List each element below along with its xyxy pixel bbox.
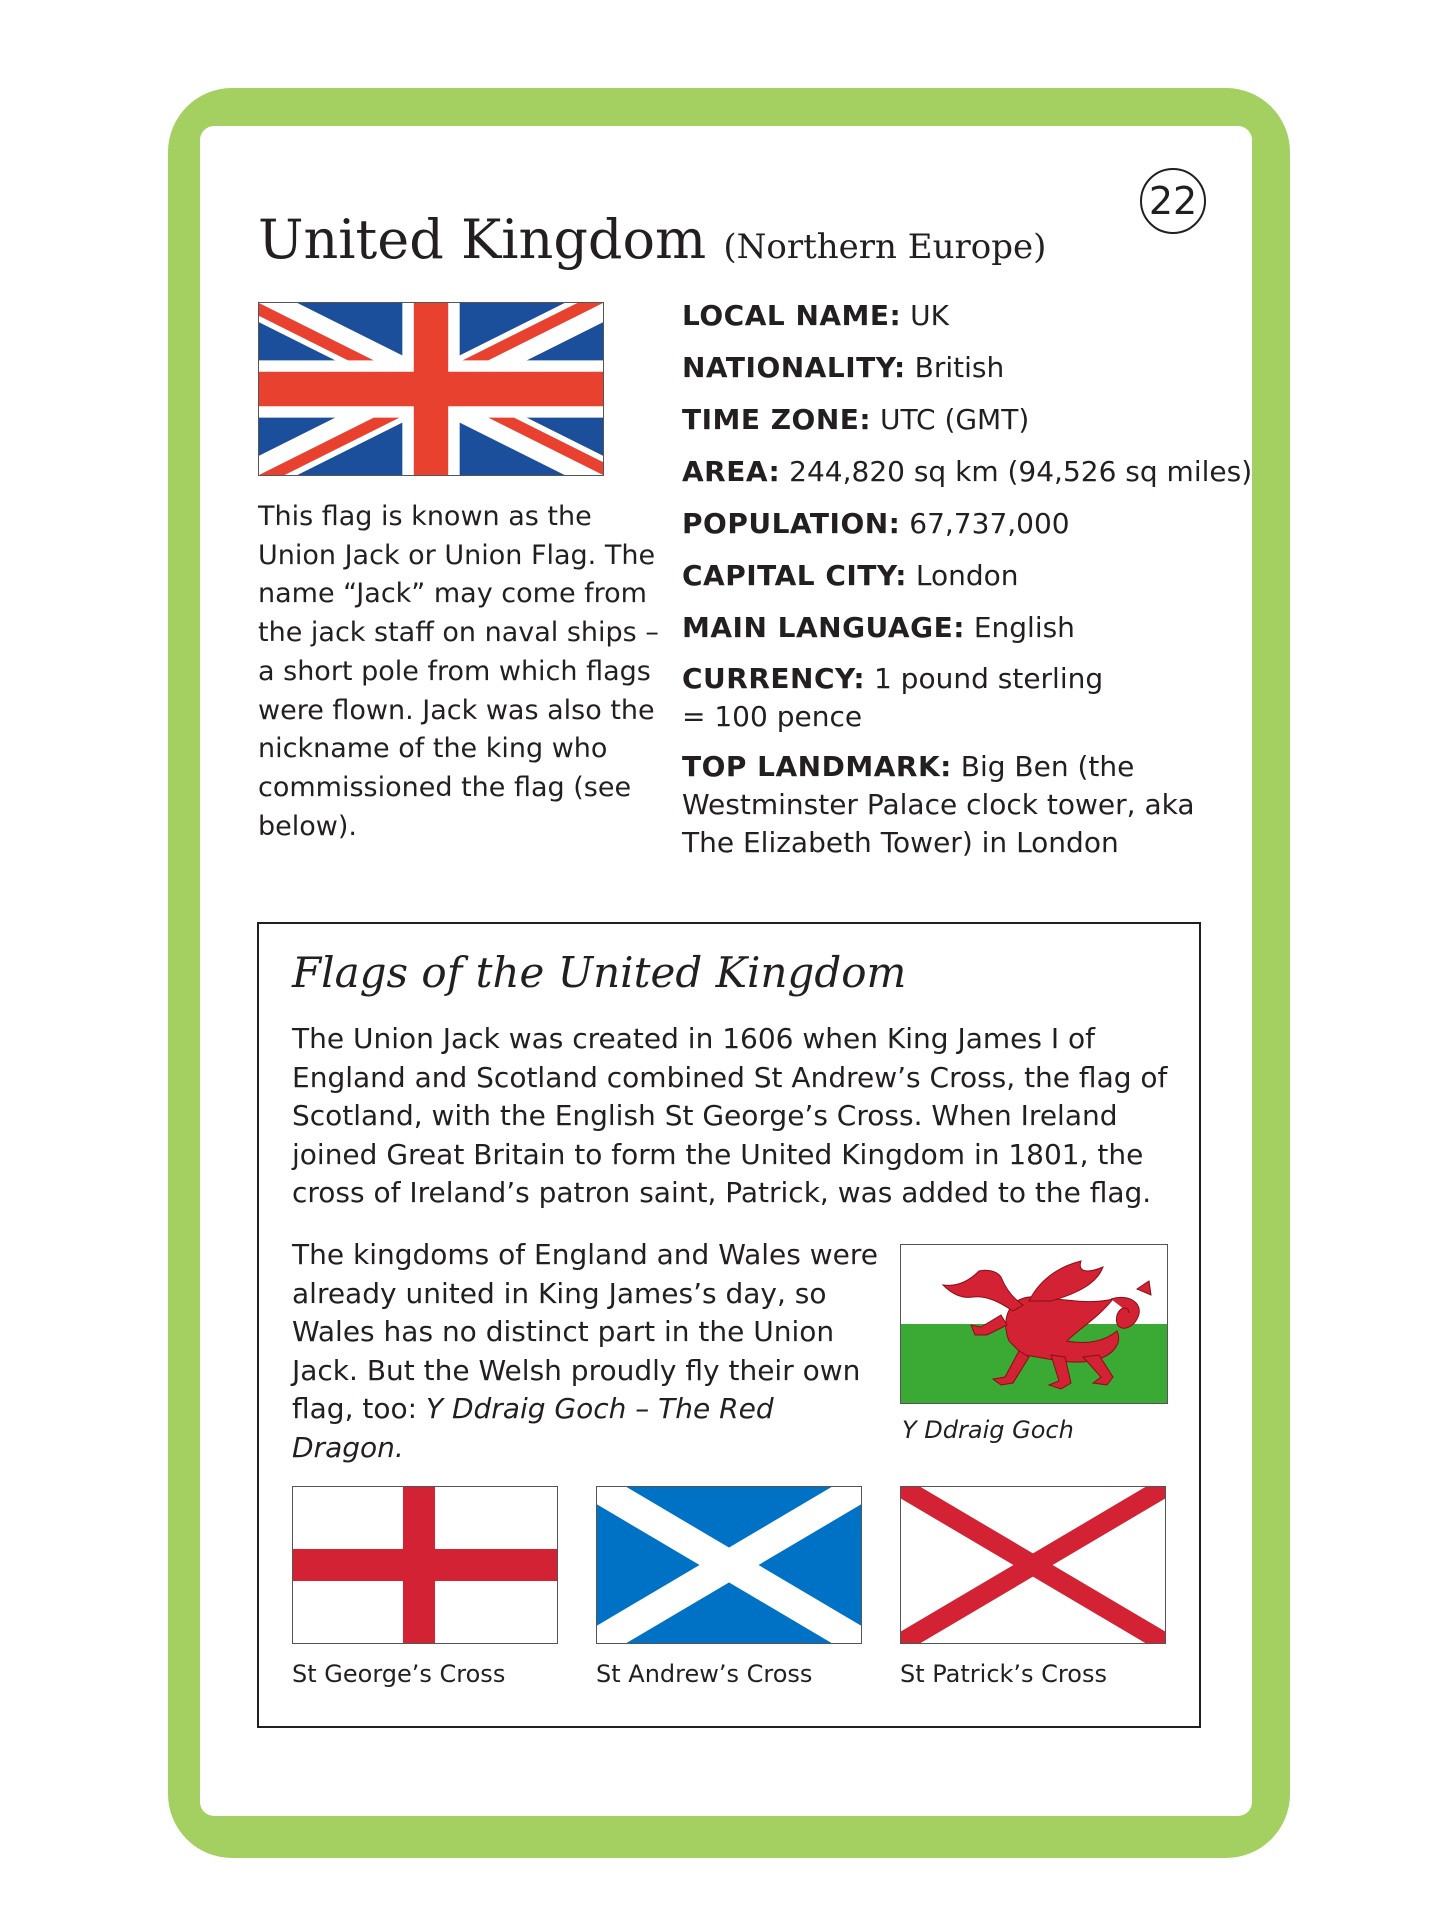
fact-top-landmark	[682, 748, 1212, 862]
fact-population	[682, 504, 1222, 544]
union-jack-flag	[258, 302, 604, 476]
fact-value: UK	[910, 299, 950, 332]
page-number-badge: 22	[1140, 168, 1206, 234]
fact-label: TOP LANDMARK:	[682, 750, 952, 783]
fact-label: LOCAL NAME:	[682, 299, 902, 332]
fact-value: UTC (GMT)	[880, 403, 1030, 436]
welsh-dragon-flag	[900, 1244, 1168, 1404]
fact-label: AREA:	[682, 455, 781, 488]
st-patricks-cross-caption: St Patrick’s Cross	[900, 1660, 1107, 1688]
region-label: (Northern Europe)	[723, 227, 1047, 267]
fact-label: CURRENCY:	[682, 662, 866, 695]
st-georges-cross-flag	[292, 1486, 558, 1644]
country-name: United Kingdom	[258, 208, 707, 271]
fact-capital-city	[682, 556, 1222, 596]
fact-value: 1 pound sterling = 100 pence	[682, 662, 1104, 733]
fact-label: NATIONALITY:	[682, 351, 906, 384]
fact-main-language	[682, 608, 1222, 648]
fact-value: English	[973, 611, 1075, 644]
page-title	[258, 208, 1046, 271]
fact-nationality	[682, 348, 1222, 388]
section-title: Flags of the United Kingdom	[292, 948, 907, 997]
fact-value: London	[915, 559, 1019, 592]
fact-value: 67,737,000	[909, 507, 1070, 540]
facts-list	[682, 296, 1253, 874]
st-georges-cross-caption: St George’s Cross	[292, 1660, 506, 1688]
fact-time-zone	[682, 400, 1222, 440]
fact-area	[682, 452, 1253, 492]
wales-flag-caption: Y Ddraig Goch	[902, 1416, 1074, 1444]
fact-label: POPULATION:	[682, 507, 901, 540]
st-andrews-cross-caption: St Andrew’s Cross	[596, 1660, 813, 1688]
flag-description: This flag is known as the Union Jack or Union Flag. The name “Jack” may come from the jack staff on naval ships – a short pole from which flags were flown. Jack was also the nickname of the king who commissioned the flag (see below).	[258, 501, 659, 842]
fact-value: British	[914, 351, 1005, 384]
st-andrews-cross-flag	[596, 1486, 862, 1644]
fact-local-name	[682, 296, 1222, 336]
fact-currency	[682, 660, 1122, 736]
st-patricks-cross-flag	[900, 1486, 1166, 1644]
union-jack-history-paragraph: The Union Jack was created in 1606 when King James I of England and Scotland combined St Andrew’s Cross, the flag of Scotland, with the English St George’s Cross. When Ireland joined Great Britain to form the United Kingdom in 1801, the cross of Ireland’s patron saint, Patrick, was added to the flag.	[292, 1022, 1168, 1209]
fact-value: Big Ben (the Westminster Palace clock tower, aka The Elizabeth Tower) in London	[682, 750, 1195, 859]
wales-paragraph-text: The kingdoms of England and Wales were already united in King James’s day, so Wales has no distinct part in the Union Jack. But the Welsh proudly fly their own flag, too:	[292, 1238, 878, 1425]
wales-paragraph-italic: Y Ddraig Goch – The Red Dragon.	[292, 1392, 774, 1464]
wales-paragraph	[292, 1236, 882, 1467]
fact-label: MAIN LANGUAGE:	[682, 611, 965, 644]
fact-label: TIME ZONE:	[682, 403, 872, 436]
fact-value: 244,820 sq km (94,526 sq miles)	[789, 455, 1253, 488]
fact-label: CAPITAL CITY:	[682, 559, 907, 592]
